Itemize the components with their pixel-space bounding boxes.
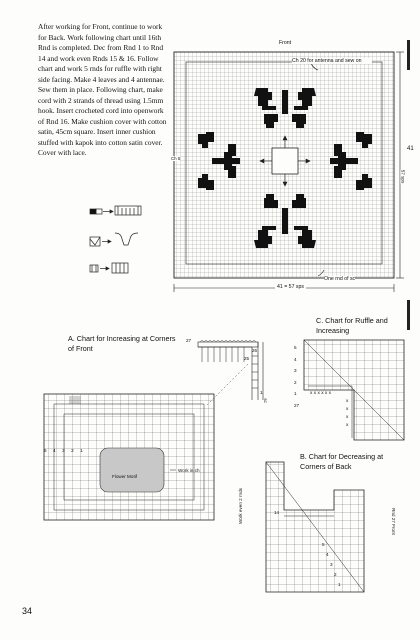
bottom-dimension: 41 = 57 sps bbox=[277, 284, 304, 290]
row-number: 1 bbox=[80, 448, 86, 453]
left-tag: Ch 5 bbox=[171, 156, 181, 161]
section-a-flower-chart bbox=[40, 392, 220, 524]
row-number: 4 bbox=[326, 552, 329, 557]
section-c-title: C. Chart for Ruffle and Increasing bbox=[316, 316, 388, 335]
svg-text:x: x bbox=[346, 423, 349, 428]
svg-text:x: x bbox=[346, 415, 349, 420]
instructions-text: After working for Front, continue to work for Back. Work following chart until 16th Rnd is completed. Dec from Rnd 1 to Rnd 14 and work even Rnds 15 & 16. Follow chart and work 5 rnds for ruffle with right side facing. Make 4 leaves and 4 antennae. Sew them in place. Following chart, make cord with 2 strands of thread using 1.5mm hook. Insert crocheted cord into openwork of Rnd 16. Make cushion cover with cotton satin, 45cm square. Insert inner cushion stuffed with kapok into cotton satin cover. Cover with lace. bbox=[38, 22, 167, 158]
section-b-title: B. Chart for Decreasing at Corners of Back bbox=[300, 452, 384, 471]
flower-motif-label: Flower Motif bbox=[112, 474, 138, 479]
svg-text:x: x bbox=[346, 399, 349, 404]
section-a-sc-label: sc bbox=[262, 398, 268, 403]
row-number: 5 bbox=[44, 448, 50, 453]
row-number: 3 bbox=[62, 448, 68, 453]
row-number: 2 bbox=[334, 572, 337, 577]
symbol-key bbox=[88, 203, 148, 279]
right-dimension-bottom: 57 sps bbox=[400, 169, 406, 184]
row-number: 2 bbox=[71, 448, 77, 453]
row-numbers-c bbox=[294, 342, 302, 411]
section-b-numbers bbox=[322, 540, 362, 590]
main-filet-chart bbox=[168, 48, 404, 292]
rnd-27-front-label: Rnd 27 Front bbox=[391, 508, 396, 535]
row-number: 3 bbox=[330, 562, 333, 567]
row-number: 4 bbox=[53, 448, 59, 453]
section-c-ruffle-chart bbox=[300, 336, 410, 446]
page-number: 34 bbox=[22, 606, 33, 616]
row-number: 1 bbox=[338, 582, 341, 587]
row-number: 27 bbox=[294, 402, 300, 408]
row-number: 4 bbox=[294, 356, 297, 362]
main-chart-title: Front bbox=[279, 40, 292, 46]
row-number: 5 bbox=[294, 345, 297, 350]
row-numbers-a bbox=[44, 448, 85, 453]
section-a-label-1: 1 bbox=[260, 390, 263, 395]
svg-text:x: x bbox=[346, 407, 349, 412]
row-number: 2 bbox=[294, 379, 297, 385]
work-even-label: Work even 2 rnds bbox=[238, 488, 243, 524]
section-a-title: A. Chart for Increasing at Corners of Front bbox=[68, 334, 176, 353]
row-number: 1 bbox=[294, 391, 297, 396]
work-in-ch-label: Work in ch bbox=[178, 468, 200, 473]
row-number: 5 bbox=[322, 542, 325, 547]
section-a-label-27: 27 bbox=[186, 338, 192, 343]
right-dimension-top: 41 bbox=[407, 146, 414, 152]
section-b-label-14: 14 bbox=[274, 510, 280, 515]
page-edge-mark bbox=[407, 40, 410, 70]
antenna-note: Ch 20 for antenna and sew on bbox=[292, 58, 372, 64]
rnd-note: One rnd of sc bbox=[324, 276, 356, 282]
page-edge-mark bbox=[407, 300, 410, 330]
svg-text:x x x x x x: x x x x x x bbox=[310, 391, 332, 396]
section-a-label-26: 26 bbox=[252, 348, 258, 353]
section-a-label-25: 25 bbox=[244, 356, 250, 361]
row-number: 3 bbox=[294, 368, 297, 373]
